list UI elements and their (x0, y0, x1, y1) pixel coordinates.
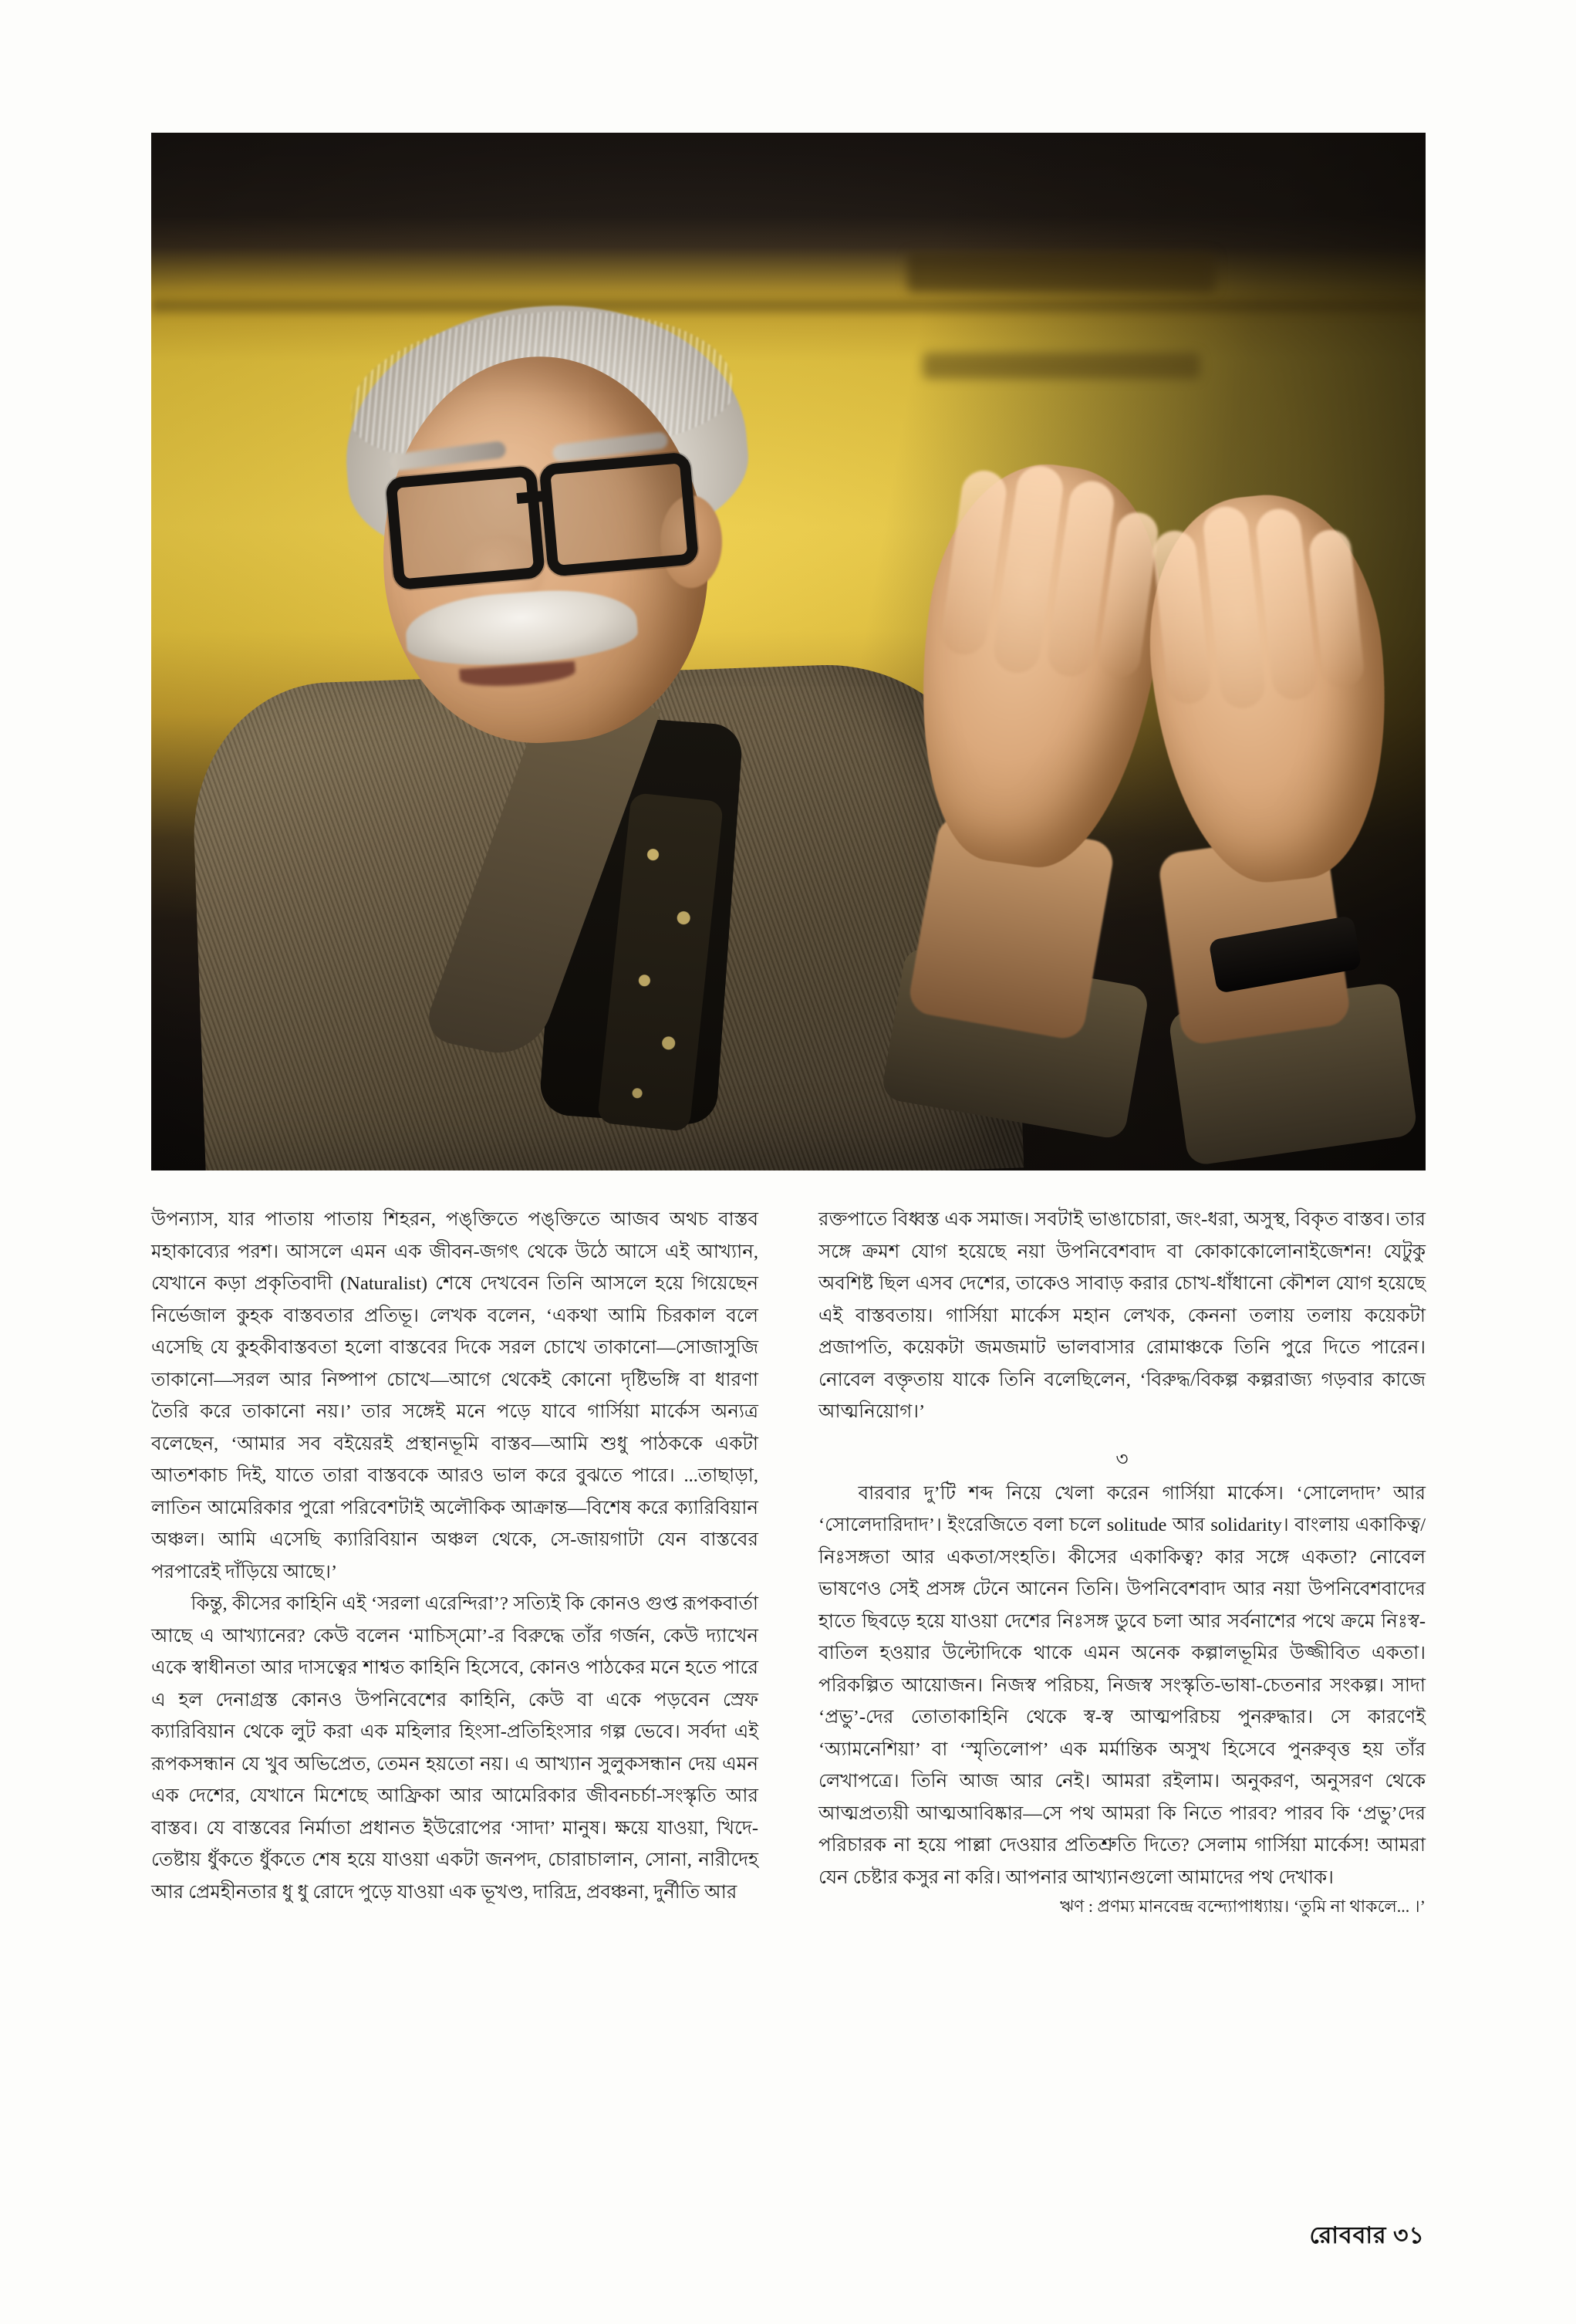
paragraph: রক্তপাতে বিধ্বস্ত এক সমাজ। সবটাই ভাঙাচোরা, জং-ধরা, অসুস্থ, বিকৃত বাস্তব। তার সঙ্গে ক্রমশ যোগ হয়েছে নয়া উপনিবেশবাদ বা কোকাকোলোনাইজেশন! যেটুকু অবশিষ্ট ছিল এসব দেশের, তাকেও সাবাড় করার চোখ-ধাঁধানো কৌশল যোগ হয়েছে এই বাস্তবতায়। গার্সিয়া মার্কেস মহান লেখক, কেননা তলায় তলায় কয়েকটা প্রজাপতি, কয়েকটা জমজমাট ভালবাসার রোমাঞ্চকে তিনি পুরে দিতে পারেন। নোবেল বক্তৃতায় যাকে তিনি বলেছিলেন, ‘বিরুদ্ধ/বিকল্প কল্পরাজ্য গড়বার কাজে আত্মনিয়োগ।’ (818, 1209, 1426, 1422)
page-footer: রোববার ৩১ (1309, 2223, 1425, 2248)
column-right (818, 1204, 1426, 2184)
eyeglass-lens-left (385, 465, 545, 591)
section-number: ৩ (1115, 1448, 1129, 1470)
column-left (151, 1204, 758, 2184)
eyeglass-lens-right (538, 451, 699, 577)
article-body (151, 1204, 1426, 2184)
paragraph: কিন্তু, কীসের কাহিনি এই ‘সরলা এরেন্দিরা’? সত্যিই কি কোনও গুপ্ত রূপকবার্তা আছে এ আখ্যানের? কেউ বলেন ‘মাচিস্‌মো’-র বিরুদ্ধে তাঁর গর্জন, কেউ দ্যাখেন একে স্বাধীনতা আর দাসত্বের শাশ্বত কাহিনি হিসেবে, কোনও পাঠকের মনে হতে পারে এ হল দেনাগ্রস্ত কোনও উপনিবেশের কাহিনি, কেউ বা একে পড়বেন স্রেফ ক্যারিবিয়ান থেকে লুট করা এক মহিলার হিংসা-প্রতিহিংসার গল্প ভেবে। সর্বদা এই রূপকসন্ধান যে খুব অভিপ্রেত, তেমন হয়তো নয়। এ আখ্যান সুলুকসন্ধান দেয় এমন এক দেশের, যেখানে মিশেছে আফ্রিকা আর আমেরিকার জীবনচর্চা-সংস্কৃতি আর বাস্তব। যে বাস্তবের নির্মাতা প্রধানত ইউরোপের ‘সাদা’ মানুষ। ক্ষয়ে যাওয়া, খিদে-তেষ্টায় ধুঁকতে ধুঁকতে শেষ হয়ে যাওয়া একটা জনপদ, চোরাচালান, সোনা, নারীদেহ আর প্রেমহীনতার ধু ধু রোদে পুড়ে যাওয়া এক ভূখণ্ড, দারিদ্র, প্রবঞ্চনা, দুর্নীতি আর (151, 1593, 758, 1903)
article-photo (151, 133, 1426, 1170)
banner-text-lower (923, 353, 1200, 379)
article-credit: ঋণ : প্রণম্য মানবেন্দ্র বন্দ্যোপাধ্যায়। ‘তুমি না থাকলে... ।’ (1059, 1897, 1426, 1916)
paragraph: উপন্যাস, যার পাতায় পাতায় শিহরন, পঙ্‌ক্তিতে পঙ্‌ক্তিতে আজব অথচ বাস্তব মহাকাব্যের পরশ। আসলে এমন এক জীবন-জগৎ থেকে উঠে আসে এই আখ্যান, যেখানে কড়া প্রকৃতিবাদী (Naturalist) শেষে দেখবেন তিনি আসলে হয়ে গিয়েছেন নির্ভেজাল কুহক বাস্তবতার প্রতিভূ। লেখক বলেন, ‘একথা আমি চিরকাল বলে এসেছি যে কুহকীবাস্তবতা হলো বাস্তবের দিকে সরল চোখে তাকানো—সোজাসুজি তাকানো—সরল আর নিষ্পাপ চোখে—আগে থেকেই কোনো দৃষ্টিভঙ্গি বা ধারণা তৈরি করে তাকানো নয়।’ তার সঙ্গেই মনে পড়ে যাবে গার্সিয়া মার্কেস অন্যত্র বলেছেন, ‘আমার সব বইয়েরই প্রস্থানভূমি বাস্তব—আমি শুধু পাঠককে একটা আতশকাচ দিই, যাতে তারা বাস্তবকে আরও ভাল করে বুঝতে পারে। ...তাছাড়া, লাতিন আমেরিকার পুরো পরিবেশটাই অলৌকিক আক্রান্ত—বিশেষ করে ক্যারিবিয়ান অঞ্চল। আমি এসেছি ক্যারিবিয়ান অঞ্চল থেকে, সে-জায়গাটা যেন বাস্তবের পরপারেই দাঁড়িয়ে আছে।’ (151, 1209, 758, 1583)
banner-text-upper (907, 252, 1216, 292)
subject-hand-right (1135, 485, 1406, 893)
paragraph: বারবার দু’টি শব্দ নিয়ে খেলা করেন গার্সিয়া মার্কেস। ‘সোলেদাদ’ আর ‘সোলেদারিদাদ’। ইংরেজিতে বলা চলে solitude আর solidarity। বাংলায় একাকিত্ব/নিঃসঙ্গতা আর একতা/সংহতি। কীসের একাকিত্ব? কার সঙ্গে একতা? নোবেল ভাষণেও সেই প্রসঙ্গ টেনে আনেন তিনি। উপনিবেশবাদ আর নয়া উপনিবেশবাদের হাতে ছিবড়ে হয়ে যাওয়া দেশের নিঃসঙ্গ ডুবে চলা আর সর্বনাশের পথে ক্রমে নিঃস্ব-বাতিল হওয়ার উল্টোদিকে থাকে এমন অনেক কল্পালভূমির উজ্জীবিত একতা। পরিকল্পিত আয়োজন। নিজস্ব পরিচয়, নিজস্ব সংস্কৃতি-ভাষা-চেতনার সংকল্প। সাদা ‘প্রভু’-দের তোতাকাহিনি থেকে স্ব-স্ব আত্মপরিচয় পুনরুদ্ধার। সে কারণেই ‘অ্যামনেশিয়া’ বা ‘স্মৃতিলোপ’ এক মর্মান্তিক অসুখ হিসেবে পুনরুবৃত্ত হয় তাঁর লেখাপত্রে। তিনি আজ আর নেই। আমরা রইলাম। অনুকরণ, অনুসরণ থেকে আত্মপ্রত্যয়ী আত্মআবিষ্কার—সে পথ আমরা কি নিতে পারব? পারব কি ‘প্রভু’দের পরিচারক না হয়ে পাল্লা দেওয়ার প্রতিশ্রুতি দিতে? সেলাম গার্সিয়া মার্কেস! আমরা যেন চেষ্টার কসুর না করি। আপনার আখ্যানগুলো আমাদের পথ দেখাক। (818, 1482, 1426, 1888)
banner-stripe (151, 299, 1426, 312)
photo-background (151, 133, 1426, 1170)
